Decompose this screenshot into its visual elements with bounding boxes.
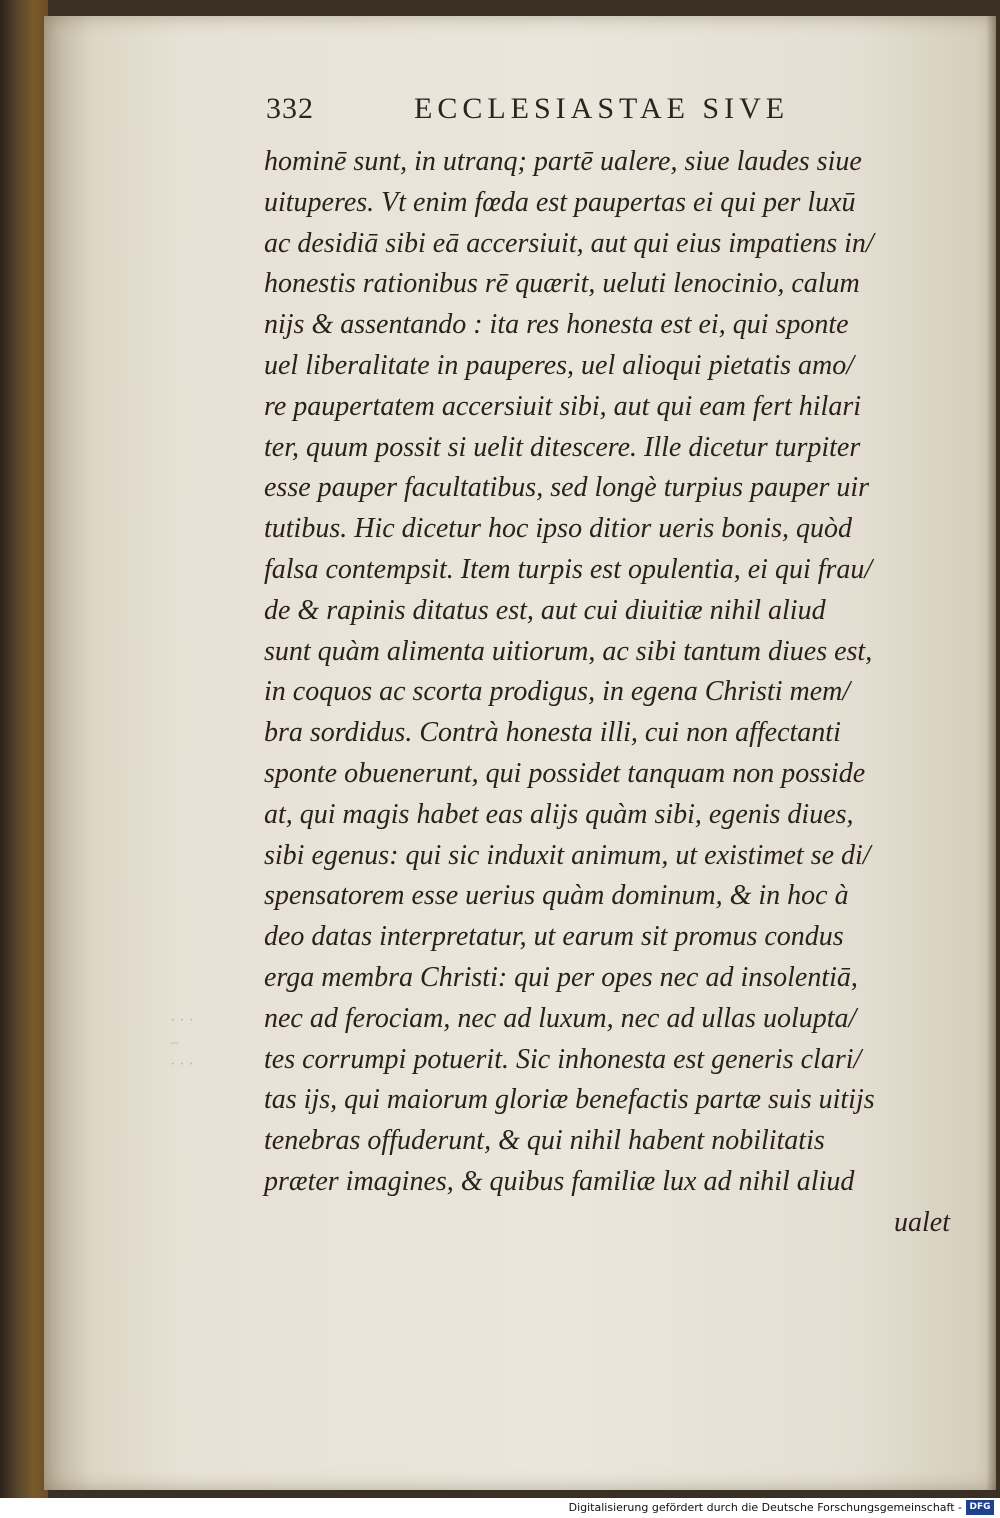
text-line: sibi egenus: qui sic induxit animum, ut existimet se di/ <box>264 839 871 871</box>
text-line: hominē sunt, in utranq; partē ualere, siue laudes siue <box>264 146 862 177</box>
funding-credit: Digitalisierung gefördert durch die Deutsche Forschungsgemeinschaft - <box>568 1501 962 1514</box>
text-line: tenebras offuderunt, & qui nihil habent nobilitatis <box>264 1125 825 1157</box>
text-line: ac desidiā sibi eā accersiuit, aut qui eius impatiens in/ <box>264 227 874 259</box>
text-line: uituperes. Vt enim fœda est paupertas ei qui per luxū <box>264 186 856 218</box>
text-line: sponte obuenerunt, qui possidet tanquam non posside <box>264 757 866 789</box>
text-line: falsa contempsit. Item turpis est opulentia, ei qui frau/ <box>264 553 873 585</box>
dfg-logo-icon: DFG <box>966 1500 994 1515</box>
text-line: tutibus. Hic dicetur hoc ipso ditior ueris bonis, quòd <box>264 513 852 545</box>
page-number: 332 <box>266 92 314 125</box>
text-line: præter imagines, & quibus familiæ lux ad nihil aliud <box>264 1165 855 1197</box>
ink-bleed-through: · · · – · · · <box>170 1012 194 1073</box>
text-line: esse pauper facultatibus, sed longè turpius pauper uir <box>264 472 870 504</box>
page-header <box>266 92 906 142</box>
text-line: nec ad ferociam, nec ad luxum, nec ad ullas uolupta/ <box>264 1002 857 1034</box>
text-line: tes corrumpi potuerit. Sic inhonesta est generis clari/ <box>264 1043 862 1075</box>
text-line: bra sordidus. Contrà honesta illi, cui non affectanti <box>264 717 841 749</box>
text-line: uel liberalitate in pauperes, uel alioqui pietatis amo/ <box>264 349 855 381</box>
footer-bar <box>0 1498 1000 1518</box>
catchword: ualet <box>894 1206 950 1238</box>
text-line: deo datas interpretatur, ut earum sit promus condus <box>264 921 844 953</box>
text-line: sunt quàm alimenta uitiorum, ac sibi tantum diues est, <box>264 635 873 667</box>
text-line: spensatorem esse uerius quàm dominum, & in hoc à <box>264 880 849 912</box>
running-title: ECCLESIASTAE SIVE <box>414 92 790 125</box>
text-line: de & rapinis ditatus est, aut cui diuitiæ nihil aliud <box>264 594 826 626</box>
text-line: at, qui magis habet eas alijs quàm sibi, egenis diues, <box>264 798 854 830</box>
text-line: re paupertatem accersiuit sibi, aut qui eam fert hilari <box>264 390 862 422</box>
text-line: nijs & assentando : ita res honesta est ei, qui sponte <box>264 309 849 341</box>
text-line: honestis rationibus rē quærit, ueluti lenocinio, calum <box>264 268 860 300</box>
book-spine <box>0 0 48 1498</box>
page-edge-shadow <box>986 16 996 1490</box>
text-line: ter, quum possit si uelit ditescere. Ille dicetur turpiter <box>264 431 861 463</box>
text-line: erga membra Christi: qui per opes nec ad insolentiā, <box>264 961 858 993</box>
text-line: tas ijs, qui maiorum gloriæ benefactis partæ suis uitijs <box>264 1084 875 1116</box>
text-line: in coquos ac scorta prodigus, in egena Christi mem/ <box>264 676 851 708</box>
body-text <box>264 142 964 1244</box>
